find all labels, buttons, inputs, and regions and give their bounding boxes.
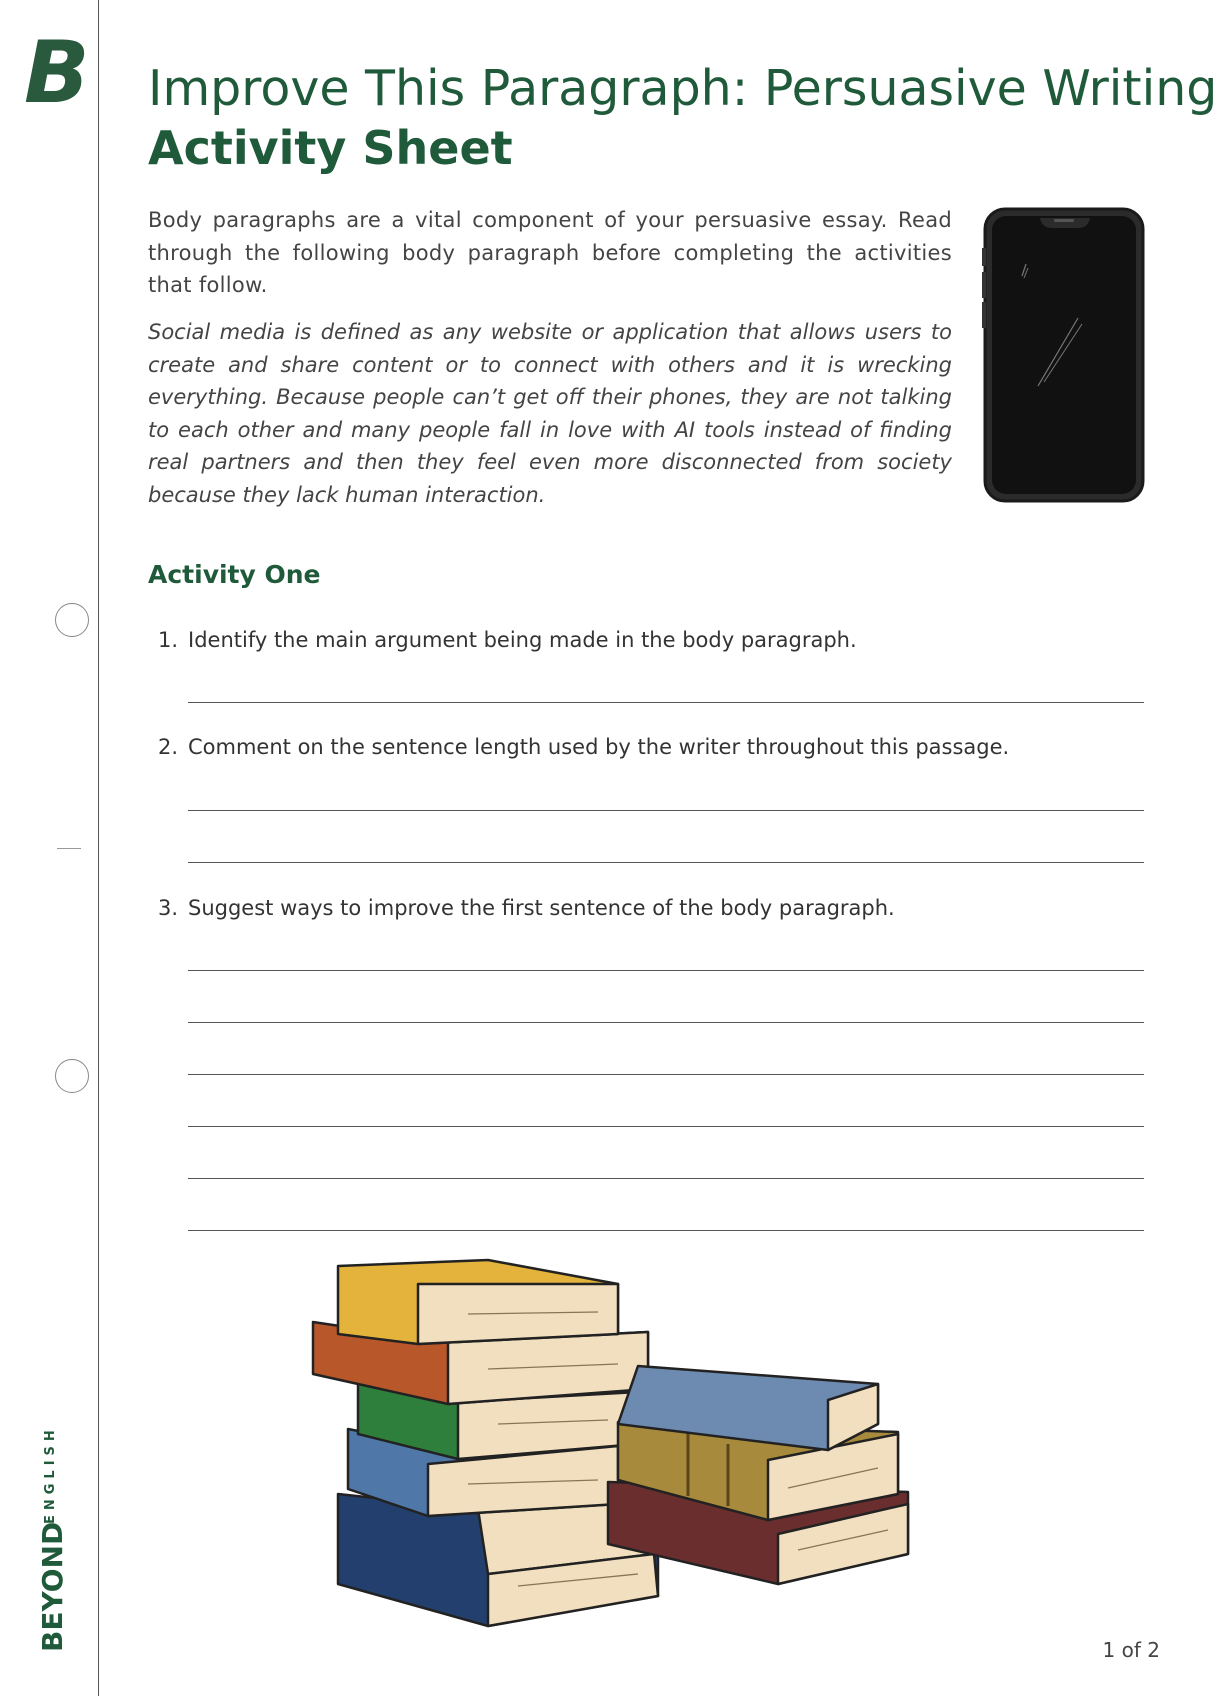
question-2 (158, 735, 1009, 759)
intro-text: Body paragraphs are a vital component of your persuasive essay. Read through the following body paragraph before completing the activities that follow. (148, 208, 952, 297)
answer-line[interactable] (188, 1230, 1144, 1231)
question-1-number: 1. (158, 628, 179, 652)
body-paragraph: Social media is defined as any website or application that allows users to create and share content or to connect with others and it is wrecking everything. Because people can’t get off their phones, they are not talking to each other and many people fall in love with AI tools instead of finding real partners and then they feel even more disconnected from society because they lack human interaction. (148, 320, 952, 507)
answer-line[interactable] (188, 1022, 1144, 1023)
brand-name-sub: ENGLISH (43, 1425, 58, 1524)
activity-heading: Activity One (148, 560, 321, 589)
answer-line[interactable] (188, 1074, 1144, 1075)
brand-wordmark (0, 1400, 100, 1660)
answer-line[interactable] (188, 970, 1144, 971)
question-2-text: Comment on the sentence length used by the writer throughout this passage. (188, 735, 1010, 759)
question-3-text: Suggest ways to improve the first sentence of the body paragraph. (188, 896, 895, 920)
question-1 (158, 628, 857, 652)
question-3-number: 3. (158, 896, 179, 920)
page-subtitle: Activity Sheet (148, 121, 513, 175)
page-number: 1 of 2 (1102, 1638, 1160, 1662)
page-title: Improve This Paragraph: Persuasive Writing (148, 60, 1217, 117)
answer-line[interactable] (188, 810, 1144, 811)
answer-line[interactable] (188, 1178, 1144, 1179)
center-fold-mark (57, 848, 81, 849)
question-2-number: 2. (158, 735, 179, 759)
punch-hole-top (55, 603, 89, 637)
smartphone-icon (982, 206, 1146, 504)
svg-text:B: B (24, 23, 90, 123)
question-1-text: Identify the main argument being made in the body paragraph. (188, 628, 857, 652)
answer-line[interactable] (188, 1126, 1144, 1127)
books-stack-icon (318, 1254, 988, 1634)
question-3 (158, 896, 895, 920)
beyond-english-logo-icon (22, 23, 90, 123)
punch-hole-bottom (55, 1059, 89, 1093)
answer-line[interactable] (188, 862, 1144, 863)
brand-name-main: BEYOND (36, 1521, 69, 1652)
answer-line[interactable] (188, 702, 1144, 703)
